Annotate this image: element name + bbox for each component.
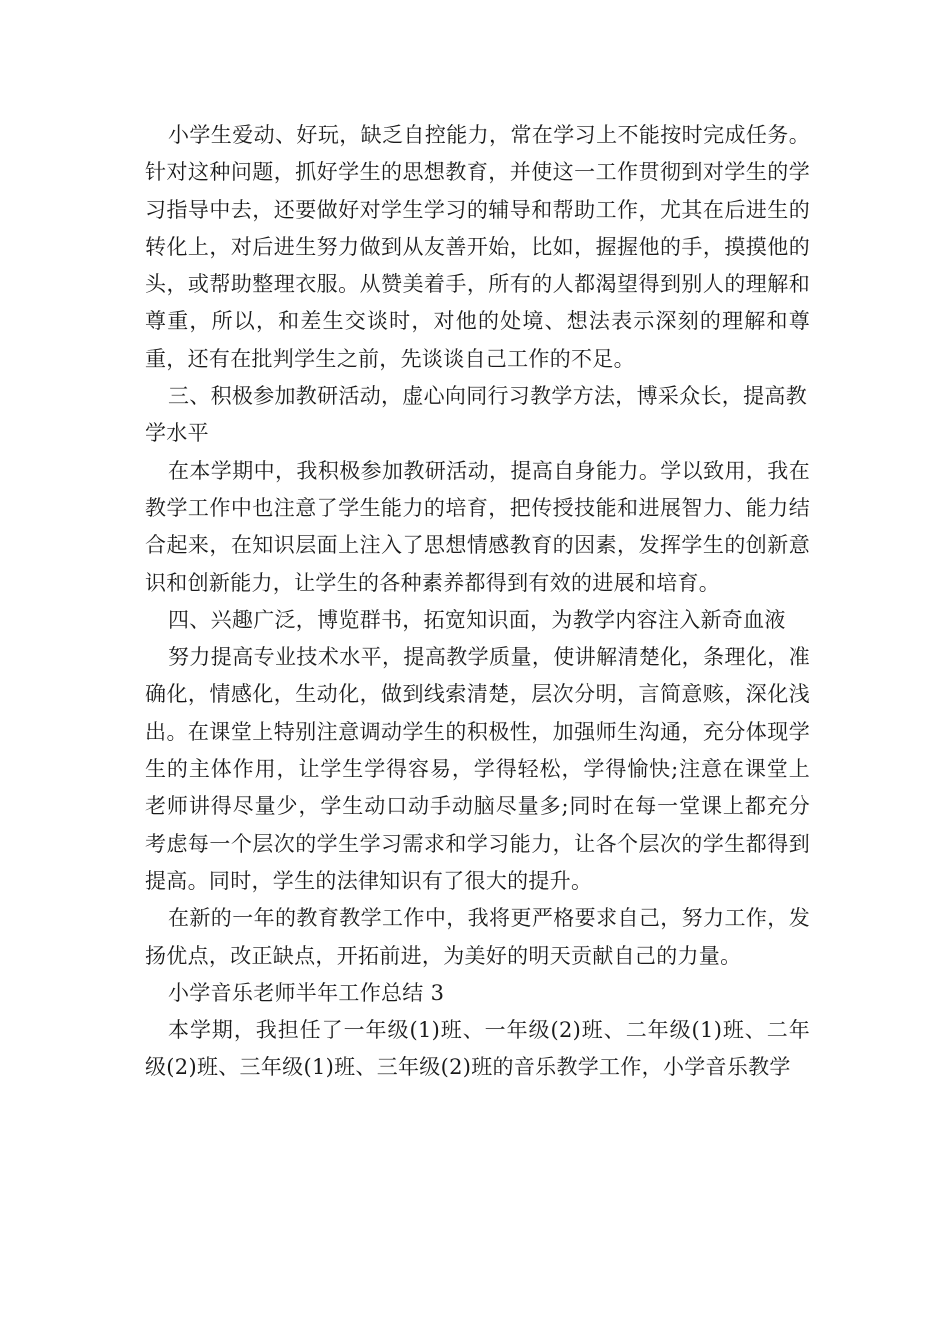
paragraph-teaching-quality: 努力提高专业技术水平，提高教学质量，使讲解清楚化，条理化，准确化，情感化，生动化，做到线索清楚，层次分明，言简意赅，深化浅出。在课堂上特别注意调动学生的积极性，加强师生沟通，充分体现学生的主体作用，让学生学得容易，学得轻松，学得愉快;注意在课堂上老师讲得尽量少，学生动口动手动脑尽量多;同时在每一堂课上都充分考虑每一个层次的学生学习需求和学习能力，让各个层次的学生都得到提高。同时，学生的法律知识有了很大的提升。 <box>145 645 810 893</box>
section-heading-interests: 四、兴趣广泛，博览群书，拓宽知识面，为教学内容注入新奇血液 <box>168 607 786 632</box>
paragraph-research: 在本学期中，我积极参加教研活动，提高自身能力。学以致用，我在教学工作中也注意了学生能力的培育，把传授技能和进展智力、能力结合起来，在知识层面上注入了思想情感教育的因素，发挥学生的创新意识和创新能力，让学生的各种素养都得到有效的进展和培育。 <box>145 458 810 595</box>
summary-title: 小学音乐老师半年工作总结 3 <box>168 980 445 1005</box>
paragraph-new-year: 在新的一年的教育教学工作中，我将更严格要求自己，努力工作，发扬优点，改正缺点，开拓前进，为美好的明天贡献自己的力量。 <box>145 906 810 968</box>
paragraph-student-guidance: 小学生爱动、好玩，缺乏自控能力，常在学习上不能按时完成任务。针对这种问题，抓好学生的思想教育，并使这一工作贯彻到对学生的学习指导中去，还要做好对学生学习的辅导和帮助工作，尤其在后进生的转化上，对后进生努力做到从友善开始，比如，握握他的手，摸摸他的头，或帮助整理衣服。从赞美着手，所有的人都渴望得到别人的理解和尊重，所以，和差生交谈时，对他的处境、想法表示深刻的理解和尊重，还有在批判学生之前，先谈谈自己工作的不足。 <box>145 123 810 371</box>
section-heading-research: 三、积极参加教研活动，虚心向同行习教学方法，博采众长，提高教学水平 <box>145 384 807 446</box>
paragraph-music-classes: 本学期，我担任了一年级(1)班、一年级(2)班、二年级(1)班、二年级(2)班、三年级(1)班、三年级(2)班的音乐教学工作，小学音乐教学 <box>145 1018 810 1080</box>
document-body <box>145 117 810 1087</box>
